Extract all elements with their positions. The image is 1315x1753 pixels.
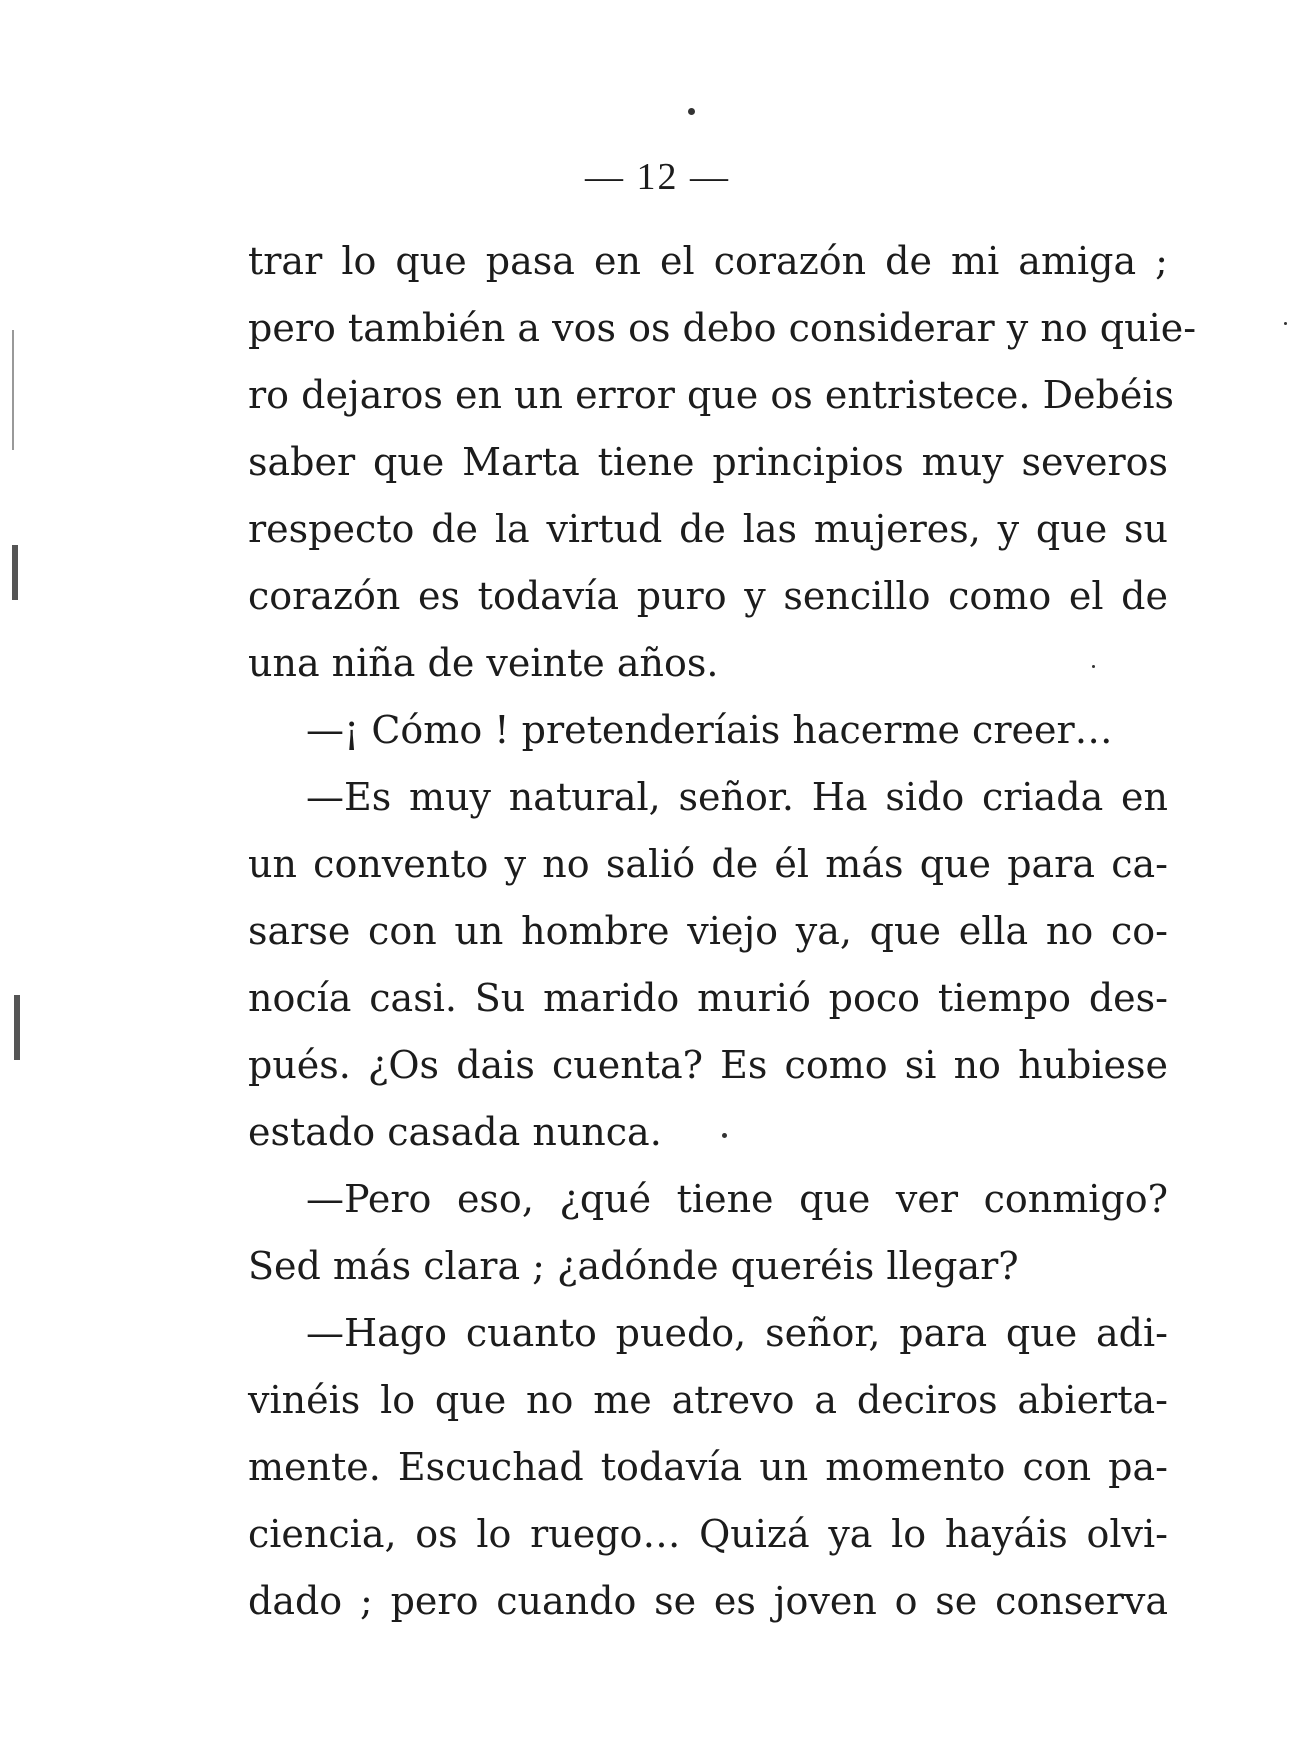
text-line: dado ; pero cuando se es joven o se conserva <box>248 1579 1168 1623</box>
text-line: estado casada nunca. <box>248 1110 662 1154</box>
text-line: ro dejaros en un error que os entristece. Debéis <box>248 373 1174 417</box>
scan-speck <box>1284 322 1287 325</box>
text-line: —Pero eso, ¿qué tiene que ver conmigo? <box>306 1177 1168 1221</box>
text-line: respecto de la virtud de las mujeres, y que su <box>248 507 1168 551</box>
text-line: vinéis lo que no me atrevo a deciros abierta- <box>248 1378 1168 1422</box>
scan-speck <box>688 108 695 115</box>
text-line: pués. ¿Os dais cuenta? Es como si no hubiese <box>248 1043 1168 1087</box>
text-line: nocía casi. Su marido murió poco tiempo des- <box>248 976 1168 1020</box>
text-line: ciencia, os lo ruego… Quizá ya lo hayáis olvi- <box>248 1512 1168 1556</box>
page-number: — 12 — <box>585 156 730 198</box>
scan-edge-mark <box>14 995 20 1060</box>
text-line: un convento y no salió de él más que para ca- <box>248 842 1168 886</box>
text-line: Sed más clara ; ¿adónde queréis llegar? <box>248 1244 1019 1288</box>
text-line: corazón es todavía puro y sencillo como el de <box>248 574 1168 618</box>
text-line: —Hago cuanto puedo, señor, para que adi- <box>306 1311 1168 1355</box>
text-line: saber que Marta tiene principios muy severos <box>248 440 1168 484</box>
text-line: sarse con un hombre viejo ya, que ella no co- <box>248 909 1168 953</box>
scan-edge-mark <box>12 545 18 600</box>
text-line: mente. Escuchad todavía un momento con pa- <box>248 1445 1168 1489</box>
text-line: pero también a vos os debo considerar y no quie- <box>248 306 1197 350</box>
body-text <box>248 228 1197 1635</box>
text-line: —Es muy natural, señor. Ha sido criada en <box>306 775 1168 819</box>
text-line: trar lo que pasa en el corazón de mi amiga ; <box>248 239 1168 283</box>
text-line: una niña de veinte años. <box>248 641 719 685</box>
text-line: —¡ Cómo ! pretenderíais hacerme creer… <box>306 708 1113 752</box>
scan-edge-mark <box>12 330 14 450</box>
